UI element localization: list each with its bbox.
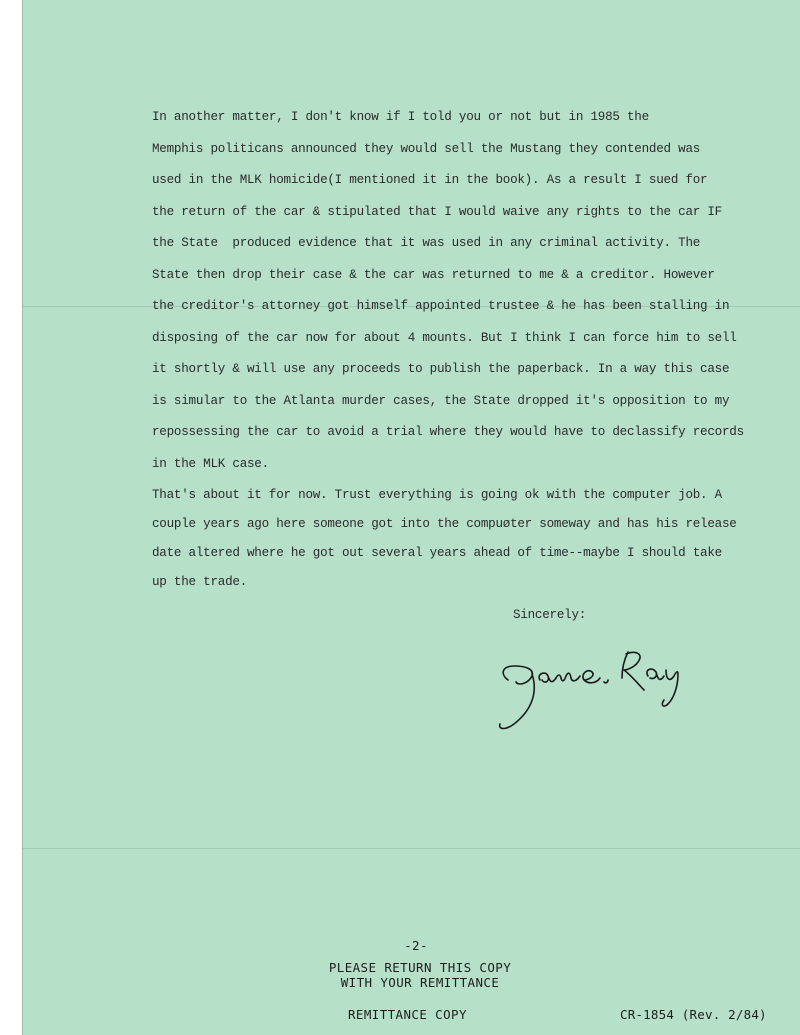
form-code: CR-1854 (Rev. 2/84) [620, 1007, 767, 1022]
letter-line: the State produced evidence that it was used in any criminal activity. The [152, 236, 701, 250]
letter-line: in the MLK case. [152, 456, 269, 471]
letter-line: up the trade. [152, 575, 247, 589]
letter-line: State then drop their case & the car was returned to me & a creditor. However [152, 267, 715, 282]
letter-line: couple years ago here someone got into the compuøter someway and has his release [152, 517, 737, 531]
paper-fold-line [22, 848, 800, 849]
letter-line: is simular to the Atlanta murder cases, the State dropped it's opposition to my [152, 393, 730, 408]
return-line-2: WITH YOUR REMITTANCE [340, 975, 500, 990]
letter-line: In another matter, I don't know if I told you or not but in 1985 the [152, 110, 649, 124]
letter-line: used in the MLK homicide(I mentioned it in the book). As a result I sued for [152, 173, 708, 187]
remittance-copy-label: REMITTANCE COPY [348, 1007, 467, 1022]
letter-line: That's about it for now. Trust everything is going ok with the computer job. A [152, 488, 722, 502]
letter-line: disposing of the car now for about 4 mounts. But I think I can force him to sell [152, 330, 737, 345]
letter-line: the return of the car & stipulated that I would waive any rights to the car IF [152, 204, 722, 219]
page-number: -2- [404, 938, 428, 953]
closing-salutation: Sincerely: [513, 608, 587, 622]
return-line-1: PLEASE RETURN THIS COPY [328, 960, 512, 975]
letter-line: Memphis politicans announced they would sell the Mustang they contended was [152, 141, 701, 156]
return-instructions [20, 960, 800, 990]
letter-line: date altered where he got out several years ahead of time--maybe I should take [152, 546, 722, 560]
letter-line: the creditor's attorney got himself appointed trustee & he has been stalling in [152, 299, 730, 313]
handwritten-signature [488, 640, 748, 735]
letter-line: repossessing the car to avoid a trial where they would have to declassify records [152, 425, 744, 439]
letter-body [152, 107, 792, 604]
letter-line: it shortly & will use any proceeds to publish the paperback. In a way this case [152, 362, 730, 376]
